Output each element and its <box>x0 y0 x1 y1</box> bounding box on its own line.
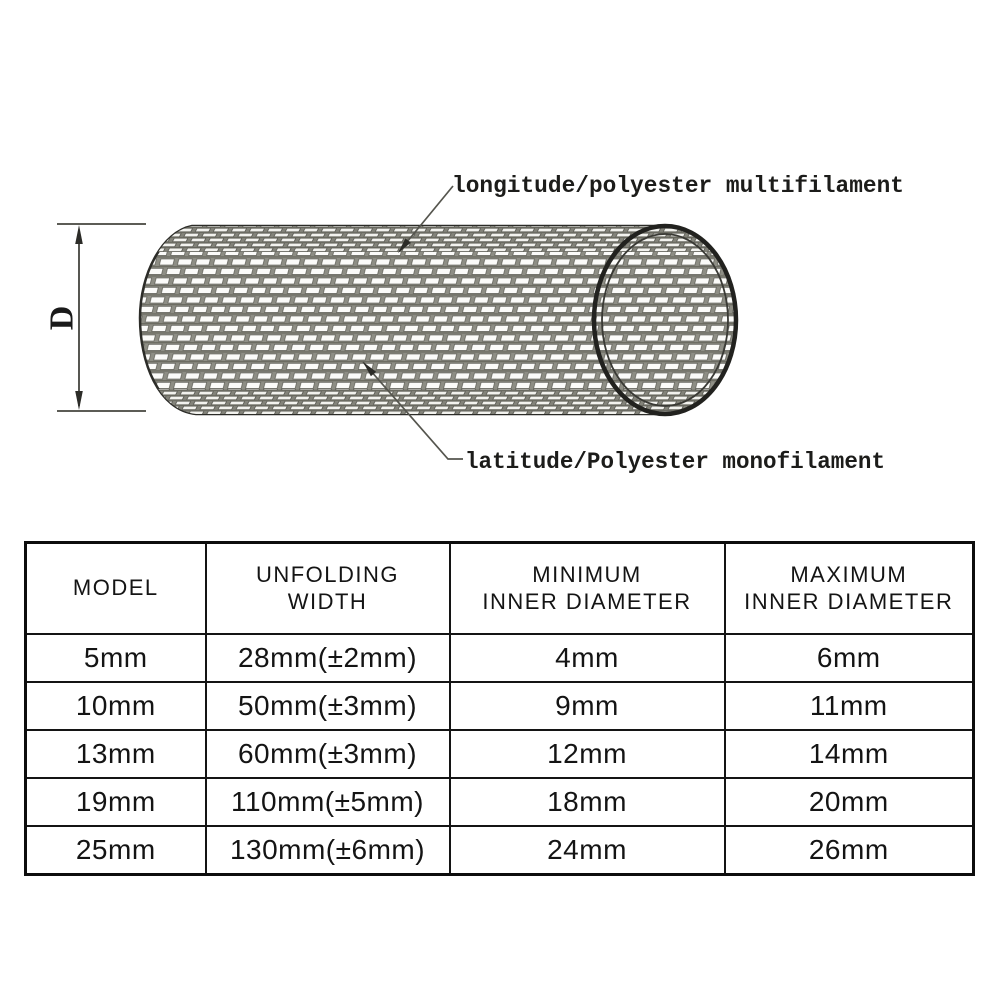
cell-model: 10mm <box>26 682 206 730</box>
cell-min-inner-diameter: 9mm <box>450 682 725 730</box>
dimension-arrow-up-icon <box>75 225 83 244</box>
cell-model: 25mm <box>26 826 206 875</box>
table-row <box>26 730 974 778</box>
cell-max-inner-diameter: 6mm <box>725 634 974 682</box>
header-minimum-inner-diameter <box>450 543 725 635</box>
tube-body <box>140 226 736 414</box>
cell-max-inner-diameter: 26mm <box>725 826 974 875</box>
cell-unfolding-width: 50mm(±3mm) <box>206 682 450 730</box>
mesh-tube-illustration <box>138 225 744 416</box>
header-unfolding-width <box>206 543 450 635</box>
header-line: MINIMUM <box>532 561 642 587</box>
cell-min-inner-diameter: 24mm <box>450 826 725 875</box>
cell-model: 19mm <box>26 778 206 826</box>
cell-max-inner-diameter: 20mm <box>725 778 974 826</box>
table-row <box>26 682 974 730</box>
cell-min-inner-diameter: 4mm <box>450 634 725 682</box>
diameter-dimension <box>44 224 147 411</box>
header-line: WIDTH <box>287 588 368 614</box>
cell-max-inner-diameter: 11mm <box>725 682 974 730</box>
cell-min-inner-diameter: 18mm <box>450 778 725 826</box>
cell-unfolding-width: 110mm(±5mm) <box>206 778 450 826</box>
table-row <box>26 778 974 826</box>
table-row <box>26 826 974 875</box>
header-line: MODEL <box>72 575 159 601</box>
latitude-annotation: latitude/Polyester monofilament <box>465 449 885 475</box>
table-header-row <box>26 543 974 635</box>
cell-unfolding-width: 130mm(±6mm) <box>206 826 450 875</box>
table-row <box>26 634 974 682</box>
cell-max-inner-diameter: 14mm <box>725 730 974 778</box>
header-maximum-inner-diameter <box>725 543 974 635</box>
cell-unfolding-width: 60mm(±3mm) <box>206 730 450 778</box>
cell-unfolding-width: 28mm(±2mm) <box>206 634 450 682</box>
cell-model: 13mm <box>26 730 206 778</box>
header-line: INNER DIAMETER <box>744 588 954 614</box>
longitude-annotation: longitude/polyester multifilament <box>452 173 904 199</box>
spec-table <box>24 541 975 876</box>
cell-model: 5mm <box>26 634 206 682</box>
cell-min-inner-diameter: 12mm <box>450 730 725 778</box>
header-line: INNER DIAMETER <box>482 588 692 614</box>
header-line: UNFOLDING <box>255 561 400 587</box>
dimension-label: D <box>43 305 81 331</box>
dimension-arrow-down-icon <box>75 391 83 410</box>
header-model <box>26 543 206 635</box>
header-line: MAXIMUM <box>790 561 908 587</box>
